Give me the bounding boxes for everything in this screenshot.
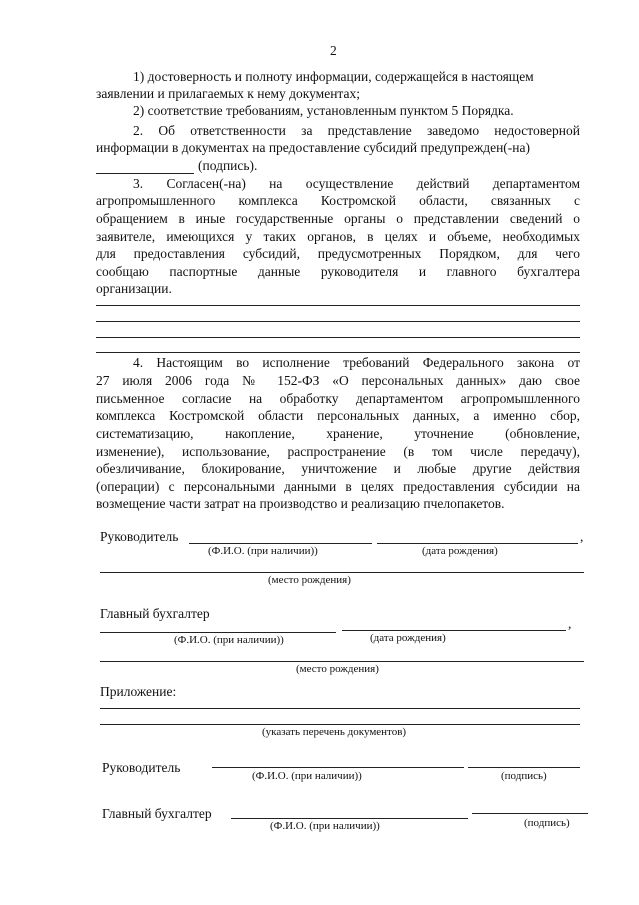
accountant-signature-caption: (подпись) xyxy=(524,817,570,829)
signature-line[interactable] xyxy=(96,173,194,174)
accountant-comma: , xyxy=(568,616,572,631)
attachment-line-2[interactable] xyxy=(100,724,580,725)
head-signature-fio-caption: (Ф.И.О. (при наличии)) xyxy=(252,770,362,782)
paragraph-4-line-1: 4. Настоящим во исполнение требований Федерального закона от xyxy=(133,355,580,370)
head-birth-place-caption: (место рождения) xyxy=(268,574,351,586)
accountant-birth-date-field[interactable] xyxy=(342,630,566,631)
head-signature-caption: (подпись) xyxy=(501,770,547,782)
passport-data-line-3[interactable] xyxy=(96,337,580,338)
head-signature-label: Руководитель xyxy=(102,760,181,775)
paragraph-2-line-1: 2. Об ответственности за представление заведомо недостоверной xyxy=(133,123,580,138)
attachment-line-1[interactable] xyxy=(100,708,580,709)
paragraph-4-line-7: обезличивание, блокирование, уничтожение и любые другие действия xyxy=(96,461,580,476)
head-birth-date-caption: (дата рождения) xyxy=(422,545,498,557)
accountant-signature-field[interactable] xyxy=(472,813,588,814)
head-birth-date-field[interactable] xyxy=(377,543,578,544)
accountant-signature-label: Главный бухгалтер xyxy=(102,806,212,821)
passport-data-line-4[interactable] xyxy=(96,352,580,353)
paragraph-3-line-6: сообщаю паспортные данные руководителя и главного бухгалтера xyxy=(96,264,580,279)
passport-data-line-1[interactable] xyxy=(96,305,580,306)
page-number: 2 xyxy=(330,43,337,58)
accountant-label: Главный бухгалтер xyxy=(100,606,210,621)
paragraph-3-line-5: для предоставления субсидий, предусмотренных Порядком, для чего xyxy=(96,246,580,261)
paragraph-3-line-4: заявителе, имеющихся у таких органов, в целях и объеме, необходимых xyxy=(96,229,580,244)
head-comma: , xyxy=(580,529,584,544)
accountant-fio-caption: (Ф.И.О. (при наличии)) xyxy=(174,634,284,646)
head-signature-fio-field[interactable] xyxy=(212,767,464,768)
accountant-birth-place-field[interactable] xyxy=(100,661,584,662)
paragraph-2-line-2: информации в документах на предоставление субсидий предупрежден(-на) xyxy=(96,140,531,155)
head-fio-caption: (Ф.И.О. (при наличии)) xyxy=(208,545,318,557)
head-fio-field[interactable] xyxy=(189,543,372,544)
item-1-line-2: заявлении и прилагаемых к нему документах; xyxy=(96,86,360,101)
paragraph-4-line-5: систематизацию, накопление, хранение, уточнение (обновление, xyxy=(96,426,580,441)
paragraph-4-line-6: изменение), использование, распространение (в том числе передачу), xyxy=(96,444,580,459)
paragraph-3-line-1: 3. Согласен(-на) на осуществление действий департаментом xyxy=(133,176,580,191)
head-signature-field[interactable] xyxy=(468,767,580,768)
signature-note: (подпись). xyxy=(198,158,258,173)
attachment-label: Приложение: xyxy=(100,684,177,699)
accountant-birth-date-caption: (дата рождения) xyxy=(370,632,446,644)
passport-data-line-2[interactable] xyxy=(96,321,580,322)
paragraph-3-line-2: агропромышленного комплекса Костромской области, связанных с xyxy=(96,193,580,208)
attachment-caption: (указать перечень документов) xyxy=(262,726,407,738)
paragraph-4-line-2: 27 июля 2006 года № 152-ФЗ «О персональных данных» даю свое xyxy=(96,373,580,388)
accountant-fio-field[interactable] xyxy=(100,632,336,633)
accountant-signature-fio-field[interactable] xyxy=(231,818,468,819)
accountant-signature-fio-caption: (Ф.И.О. (при наличии)) xyxy=(270,820,380,832)
head-birth-place-field[interactable] xyxy=(100,572,584,573)
paragraph-3-line-7: организации. xyxy=(96,281,172,296)
item-1-line-1: 1) достоверность и полноту информации, содержащейся в настоящем xyxy=(133,69,534,84)
item-2: 2) соответствие требованиям, установленным пунктом 5 Порядка. xyxy=(133,103,514,118)
paragraph-3-line-3: обращением в иные государственные органы о представлении сведений о xyxy=(96,211,580,226)
head-label: Руководитель xyxy=(100,529,179,544)
paragraph-4-line-8: (операции) с персональными данными в целях предоставления субсидии на xyxy=(96,479,580,494)
paragraph-4-line-4: комплекса Костромской области персональных данных, а именно сбор, xyxy=(96,408,580,423)
paragraph-4-line-3: письменное согласие на обработку департаментом агропромышленного xyxy=(96,391,580,406)
accountant-birth-place-caption: (место рождения) xyxy=(296,663,379,675)
paragraph-4-line-9: возмещение части затрат на производство и реализацию пчелопакетов. xyxy=(96,496,505,511)
